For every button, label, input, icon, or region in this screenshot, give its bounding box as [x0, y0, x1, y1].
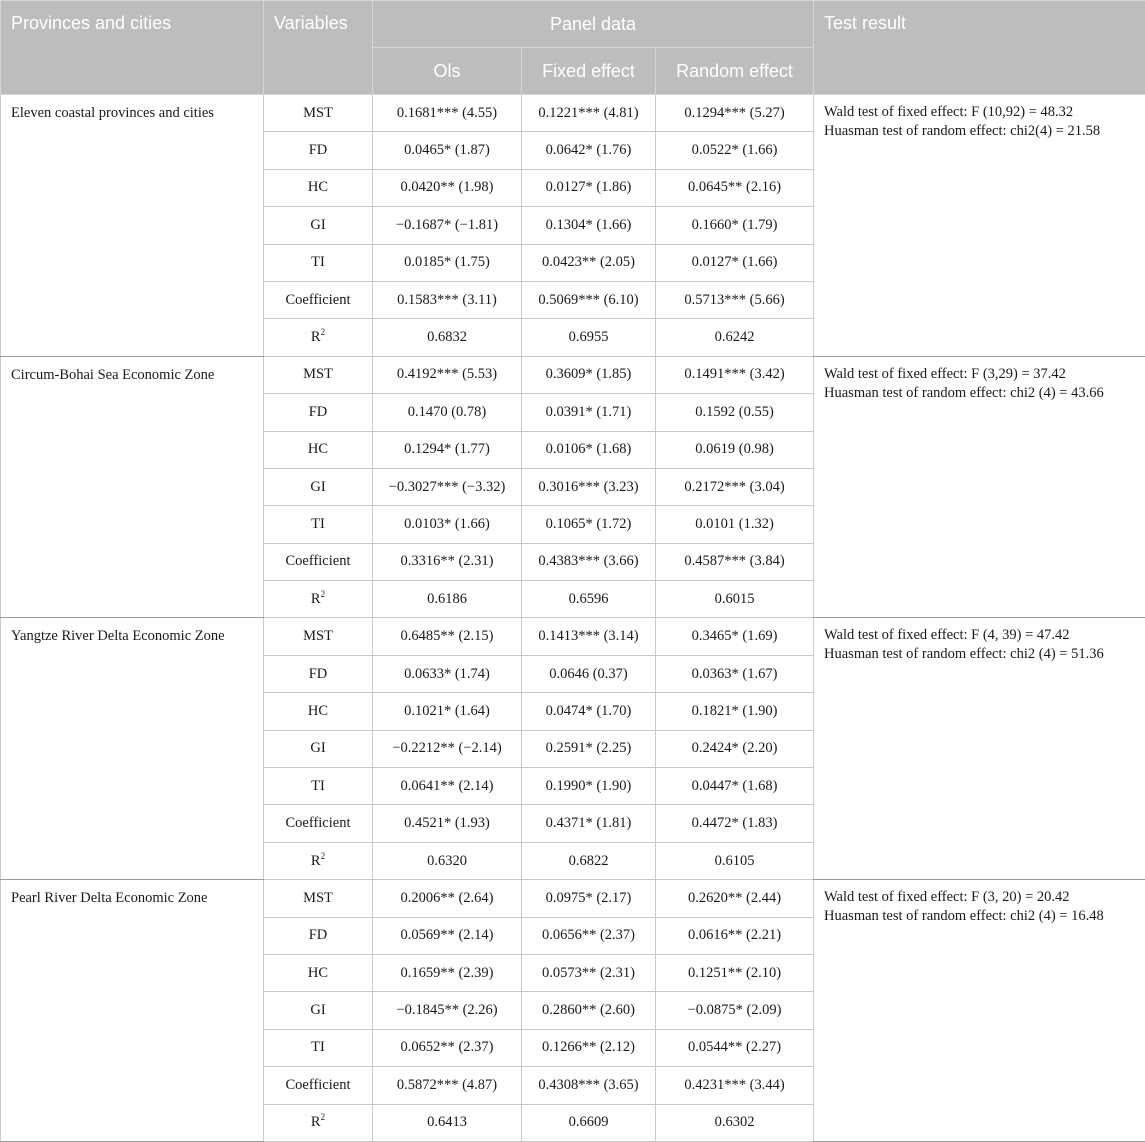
superscript: 2	[321, 327, 326, 337]
random-value: 0.1294*** (5.27)	[656, 95, 814, 132]
variable-cell	[264, 95, 373, 132]
ols-value: 0.0465* (1.87)	[373, 132, 522, 169]
variable-cell	[264, 655, 373, 692]
variable-cell	[264, 543, 373, 580]
fixed-value: 0.4383*** (3.66)	[522, 543, 656, 580]
variable-cell	[264, 506, 373, 543]
fixed-value: 0.6609	[522, 1104, 656, 1141]
header-ols: Ols	[373, 48, 522, 95]
variable-label: HC	[308, 703, 328, 719]
variable-label: GI	[310, 740, 325, 756]
variable-cell	[264, 1029, 373, 1066]
variable-label: R	[311, 591, 321, 607]
variable-label: HC	[308, 179, 328, 195]
region-name: Eleven coastal provinces and cities	[1, 95, 264, 357]
ols-value: 0.0652** (2.37)	[373, 1029, 522, 1066]
random-value: 0.3465* (1.69)	[656, 618, 814, 655]
random-value: 0.5713*** (5.66)	[656, 281, 814, 318]
test-result-cell	[814, 618, 1145, 880]
fixed-value: 0.4371* (1.81)	[522, 805, 656, 842]
region-name: Pearl River Delta Economic Zone	[1, 880, 264, 1142]
random-value: 0.1821* (1.90)	[656, 693, 814, 730]
random-value: 0.0447* (1.68)	[656, 768, 814, 805]
variable-cell	[264, 1104, 373, 1141]
random-value: 0.1251** (2.10)	[656, 954, 814, 991]
variable-cell	[264, 805, 373, 842]
test-result-cell	[814, 880, 1145, 1142]
random-value: 0.6105	[656, 842, 814, 879]
fixed-value: 0.6596	[522, 581, 656, 618]
random-value: 0.6015	[656, 581, 814, 618]
ols-value: 0.4192*** (5.53)	[373, 356, 522, 393]
fixed-value: 0.3609* (1.85)	[522, 356, 656, 393]
variable-label: Coefficient	[286, 292, 351, 308]
fixed-value: 0.1065* (1.72)	[522, 506, 656, 543]
variable-cell	[264, 917, 373, 954]
variable-label: HC	[308, 441, 328, 457]
variable-label: R	[311, 329, 321, 345]
test-result-line: Huasman test of random effect: chi2(4) = 21.58	[824, 122, 1135, 141]
fixed-value: 0.0391* (1.71)	[522, 394, 656, 431]
variable-cell	[264, 356, 373, 393]
variable-cell	[264, 207, 373, 244]
variable-label: FD	[309, 404, 328, 420]
variable-cell	[264, 319, 373, 356]
random-value: 0.1660* (1.79)	[656, 207, 814, 244]
random-value: 0.0127* (1.66)	[656, 244, 814, 281]
variable-label: Coefficient	[286, 553, 351, 569]
variable-label: GI	[310, 217, 325, 233]
region-name: Circum-Bohai Sea Economic Zone	[1, 356, 264, 618]
variable-cell	[264, 842, 373, 879]
random-value: 0.1592 (0.55)	[656, 394, 814, 431]
header-random-effect: Random effect	[656, 48, 814, 95]
fixed-value: 0.0975* (2.17)	[522, 880, 656, 917]
table-row	[1, 618, 1145, 655]
ols-value: 0.1021* (1.64)	[373, 693, 522, 730]
variable-label: GI	[310, 1002, 325, 1018]
ols-value: 0.0569** (2.14)	[373, 917, 522, 954]
variable-label: GI	[310, 479, 325, 495]
test-result-line: Huasman test of random effect: chi2 (4) = 16.48	[824, 907, 1135, 926]
table-row	[1, 95, 1145, 132]
variable-label: FD	[309, 142, 328, 158]
fixed-value: 0.0423** (2.05)	[522, 244, 656, 281]
ols-value: 0.0185* (1.75)	[373, 244, 522, 281]
fixed-value: 0.1990* (1.90)	[522, 768, 656, 805]
ols-value: −0.3027*** (−3.32)	[373, 468, 522, 505]
fixed-value: 0.0573** (2.31)	[522, 954, 656, 991]
ols-value: 0.1470 (0.78)	[373, 394, 522, 431]
ols-value: 0.4521* (1.93)	[373, 805, 522, 842]
table-row	[1, 356, 1145, 393]
ols-value: 0.0633* (1.74)	[373, 655, 522, 692]
ols-value: 0.0103* (1.66)	[373, 506, 522, 543]
variable-label: MST	[303, 628, 333, 644]
fixed-value: 0.0127* (1.86)	[522, 169, 656, 206]
variable-label: R	[311, 853, 321, 869]
fixed-value: 0.0106* (1.68)	[522, 431, 656, 468]
variable-cell	[264, 693, 373, 730]
variable-cell	[264, 1067, 373, 1104]
ols-value: 0.6320	[373, 842, 522, 879]
random-value: 0.6242	[656, 319, 814, 356]
random-value: 0.6302	[656, 1104, 814, 1141]
random-value: 0.4231*** (3.44)	[656, 1067, 814, 1104]
ols-value: 0.1659** (2.39)	[373, 954, 522, 991]
random-value: 0.0645** (2.16)	[656, 169, 814, 206]
ols-value: −0.1845** (2.26)	[373, 992, 522, 1029]
variable-label: R	[311, 1114, 321, 1130]
table-row	[1, 880, 1145, 917]
random-value: 0.2424* (2.20)	[656, 730, 814, 767]
variable-cell	[264, 880, 373, 917]
variable-label: MST	[303, 890, 333, 906]
fixed-value: 0.1221*** (4.81)	[522, 95, 656, 132]
ols-value: 0.1681*** (4.55)	[373, 95, 522, 132]
ols-value: 0.6485** (2.15)	[373, 618, 522, 655]
ols-value: 0.6832	[373, 319, 522, 356]
test-result-cell	[814, 95, 1145, 357]
superscript: 2	[321, 851, 326, 861]
table-header	[1, 1, 1145, 95]
variable-cell	[264, 132, 373, 169]
variable-cell	[264, 468, 373, 505]
test-result-line: Huasman test of random effect: chi2 (4) = 43.66	[824, 384, 1135, 403]
fixed-value: 0.1304* (1.66)	[522, 207, 656, 244]
ols-value: 0.6186	[373, 581, 522, 618]
variable-label: FD	[309, 927, 328, 943]
random-value: 0.0619 (0.98)	[656, 431, 814, 468]
variable-cell	[264, 581, 373, 618]
variable-label: TI	[311, 254, 325, 270]
variable-label: HC	[308, 965, 328, 981]
random-value: 0.0522* (1.66)	[656, 132, 814, 169]
variable-label: TI	[311, 516, 325, 532]
test-result-line: Wald test of fixed effect: F (10,92) = 48.32	[824, 103, 1135, 122]
random-value: 0.4587*** (3.84)	[656, 543, 814, 580]
random-value: 0.2620** (2.44)	[656, 880, 814, 917]
variable-cell	[264, 281, 373, 318]
variable-cell	[264, 768, 373, 805]
ols-value: 0.0641** (2.14)	[373, 768, 522, 805]
fixed-value: 0.4308*** (3.65)	[522, 1067, 656, 1104]
ols-value: 0.2006** (2.64)	[373, 880, 522, 917]
variable-label: Coefficient	[286, 815, 351, 831]
header-fixed-effect: Fixed effect	[522, 48, 656, 95]
superscript: 2	[321, 1112, 326, 1122]
test-result-line: Wald test of fixed effect: F (4, 39) = 47.42	[824, 626, 1135, 645]
variable-cell	[264, 730, 373, 767]
random-value: −0.0875* (2.09)	[656, 992, 814, 1029]
random-value: 0.1491*** (3.42)	[656, 356, 814, 393]
test-result-line: Huasman test of random effect: chi2 (4) = 51.36	[824, 645, 1135, 664]
variable-cell	[264, 394, 373, 431]
fixed-value: 0.2860** (2.60)	[522, 992, 656, 1029]
fixed-value: 0.2591* (2.25)	[522, 730, 656, 767]
variable-label: FD	[309, 666, 328, 682]
random-value: 0.0616** (2.21)	[656, 917, 814, 954]
ols-value: −0.1687* (−1.81)	[373, 207, 522, 244]
variable-cell	[264, 992, 373, 1029]
fixed-value: 0.6822	[522, 842, 656, 879]
variable-cell	[264, 431, 373, 468]
table-body	[1, 95, 1145, 1142]
header-test-result: Test result	[814, 1, 1145, 95]
random-value: 0.0101 (1.32)	[656, 506, 814, 543]
region-name: Yangtze River Delta Economic Zone	[1, 618, 264, 880]
variable-cell	[264, 618, 373, 655]
random-value: 0.4472* (1.83)	[656, 805, 814, 842]
fixed-value: 0.0642* (1.76)	[522, 132, 656, 169]
header-panel-data: Panel data	[373, 1, 814, 48]
fixed-value: 0.1266** (2.12)	[522, 1029, 656, 1066]
variable-label: MST	[303, 105, 333, 121]
random-value: 0.0363* (1.67)	[656, 655, 814, 692]
fixed-value: 0.0474* (1.70)	[522, 693, 656, 730]
fixed-value: 0.0656** (2.37)	[522, 917, 656, 954]
test-result-line: Wald test of fixed effect: F (3,29) = 37.42	[824, 365, 1135, 384]
superscript: 2	[321, 589, 326, 599]
header-variables: Variables	[264, 1, 373, 95]
ols-value: 0.5872*** (4.87)	[373, 1067, 522, 1104]
variable-label: TI	[311, 778, 325, 794]
fixed-value: 0.3016*** (3.23)	[522, 468, 656, 505]
fixed-value: 0.6955	[522, 319, 656, 356]
ols-value: −0.2212** (−2.14)	[373, 730, 522, 767]
test-result-line: Wald test of fixed effect: F (3, 20) = 20.42	[824, 888, 1135, 907]
ols-value: 0.1294* (1.77)	[373, 431, 522, 468]
fixed-value: 0.5069*** (6.10)	[522, 281, 656, 318]
ols-value: 0.0420** (1.98)	[373, 169, 522, 206]
variable-cell	[264, 954, 373, 991]
random-value: 0.0544** (2.27)	[656, 1029, 814, 1066]
variable-cell	[264, 169, 373, 206]
fixed-value: 0.0646 (0.37)	[522, 655, 656, 692]
test-result-cell	[814, 356, 1145, 618]
variable-label: Coefficient	[286, 1077, 351, 1093]
ols-value: 0.1583*** (3.11)	[373, 281, 522, 318]
header-provinces: Provinces and cities	[1, 1, 264, 95]
ols-value: 0.3316** (2.31)	[373, 543, 522, 580]
variable-label: MST	[303, 366, 333, 382]
variable-label: TI	[311, 1039, 325, 1055]
random-value: 0.2172*** (3.04)	[656, 468, 814, 505]
ols-value: 0.6413	[373, 1104, 522, 1141]
fixed-value: 0.1413*** (3.14)	[522, 618, 656, 655]
variable-cell	[264, 244, 373, 281]
